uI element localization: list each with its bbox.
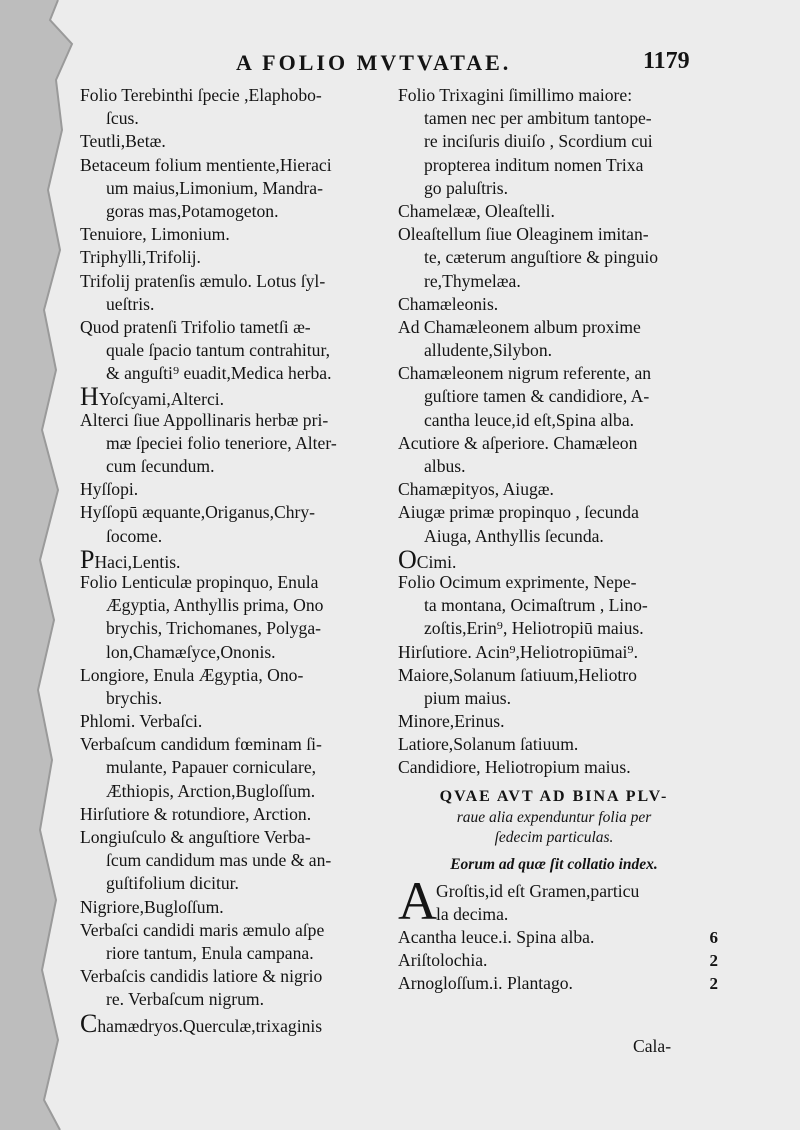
right-line: Chamelææ, Oleaſtelli.	[398, 200, 555, 221]
initial-letter: H	[80, 382, 99, 412]
initial-letter: C	[80, 1008, 98, 1038]
index-entry-text: Ariſtolochia.	[398, 949, 488, 970]
index-entry-text: Arnogloſſum.i. Plantago.	[398, 973, 573, 993]
right-line: albus.	[424, 456, 466, 476]
left-line: Teutli,Betæ.	[80, 131, 166, 152]
right-line: Minore,Erinus.	[398, 711, 505, 732]
line-text: hamædryos.Querculæ,trixaginis	[97, 1015, 323, 1036]
line-text: Yoſcyami,Alterci.	[98, 389, 225, 410]
page-number: 1179	[643, 48, 690, 74]
index-entry-number: 6	[709, 927, 718, 947]
left-line: cum ſecundum.	[106, 456, 215, 476]
right-line: Folio Ocimum exprimente, Nepe-	[398, 571, 637, 592]
right-line: Aiugæ primæ propinquo , ſecunda	[398, 502, 639, 523]
drop-line-1: Groſtis,id eſt Gramen,particu	[436, 880, 640, 901]
left-line: Folio Terebinthi ſpecie ,Elaphobo-	[80, 85, 322, 105]
line-text: Cimi.	[416, 551, 457, 572]
left-line: lon,Chamæſyce,Ononis.	[106, 641, 276, 662]
left-line: quale ſpacio tantum contrahitur,	[106, 340, 331, 361]
index-entry	[398, 949, 718, 972]
right-line: alludente,Silybon.	[424, 340, 553, 361]
right-column-entries	[398, 84, 710, 780]
section-heading: QVAE AVT AD BINA PLV-	[439, 787, 669, 805]
right-line: Latiore,Solanum ſatiuum.	[398, 734, 579, 755]
right-line: re inciſuris diuiſo , Scordium cui	[424, 131, 653, 152]
right-line: go paluſtris.	[424, 177, 509, 198]
right-line	[398, 544, 710, 574]
left-line: Longiuſculo & anguſtiore Verba-	[80, 827, 311, 847]
right-line: Candidiore, Heliotropium maius.	[398, 757, 631, 778]
index-entry	[398, 972, 718, 995]
left-line: Ægyptia, Anthyllis prima, Ono	[106, 595, 324, 616]
right-line: Ad Chamæleonem album proxime	[398, 316, 641, 337]
left-line: & anguſti⁹ euadit,Medica herba.	[106, 363, 332, 384]
right-line: ta montana, Ocimaſtrum , Lino-	[424, 595, 648, 616]
left-line: Æthiopis, Arction,Bugloſſum.	[106, 780, 316, 801]
right-line: guſtiore tamen & candidiore, A-	[424, 386, 650, 407]
right-line: zoſtis,Erin⁹, Heliotropiū maius.	[424, 618, 644, 639]
right-line: tamen nec per ambitum tantope-	[424, 108, 652, 129]
right-line: Chamæleonis.	[398, 293, 499, 314]
left-line: Longiore, Enula Ægyptia, Ono-	[80, 664, 304, 685]
right-line: Acutiore & aſperiore. Chamæleon	[398, 432, 638, 453]
left-line: guſtifolium dicitur.	[106, 873, 239, 894]
index-entry	[398, 926, 718, 949]
torn-left-edge	[0, 0, 90, 1130]
right-line: Maiore,Solanum ſatiuum,Heliotro	[398, 664, 637, 685]
left-line: Hyſſopi.	[80, 479, 139, 500]
left-line: ſcum candidum mas unde & an-	[106, 850, 332, 871]
section-subline-1: raue alia expenduntur folia per	[456, 808, 652, 826]
right-line: te, cæterum anguſtiore & pinguio	[424, 247, 659, 268]
drop-line-2: la decima.	[436, 903, 509, 924]
left-line: ueſtris.	[106, 293, 155, 314]
left-line: mulante, Papauer corniculare,	[106, 757, 317, 778]
index-first-entry	[398, 870, 710, 931]
left-line: goras mas,Potamogeton.	[106, 200, 279, 221]
index-entry-number: 2	[709, 950, 718, 970]
left-line: um maius,Limonium, Mandra-	[106, 177, 323, 198]
right-line: Aiuga, Anthyllis ſecunda.	[424, 525, 604, 546]
left-line: Tenuiore, Limonium.	[80, 224, 230, 245]
left-line: Folio Lenticulæ propinquo, Enula	[80, 571, 319, 592]
right-line: Chamæleonem nigrum referente, an	[398, 363, 652, 384]
left-line: Trifolij pratenſis æmulo. Lotus ſyl-	[80, 270, 326, 291]
left-line: Quod pratenſi Trifolio tametſi æ-	[80, 316, 311, 337]
left-line: Verbaſcum candidum fœminam ſi-	[80, 734, 322, 755]
index-entry-text: Acantha leuce.i. Spina alba.	[398, 926, 595, 947]
right-line: propterea inditum nomen Trixa	[424, 154, 644, 175]
left-column	[80, 84, 392, 1038]
left-line: ſcus.	[106, 108, 139, 129]
index-list	[398, 926, 718, 996]
right-line: Hirſutiore. Acin⁹,Heliotropiūmai⁹.	[398, 641, 638, 662]
initial-letter: P	[80, 544, 95, 574]
left-line: Betaceum folium mentiente,Hieraci	[80, 154, 332, 175]
left-line: Alterci ſiue Appollinaris herbæ pri-	[80, 409, 329, 430]
left-line: mæ ſpeciei folio teneriore, Alter-	[106, 432, 337, 453]
right-column	[398, 84, 718, 995]
left-line: Hirſutiore & rotundiore, Arction.	[80, 803, 312, 824]
left-line	[80, 544, 392, 574]
right-line: re,Thymelæa.	[424, 270, 521, 291]
left-line: Verbaſcis candidis latiore & nigrio	[80, 966, 323, 987]
right-line: cantha leuce,id eſt,Spina alba.	[424, 409, 635, 430]
section-subline-2: ſedecim particulas.	[494, 828, 614, 846]
left-line: riore tantum, Enula campana.	[106, 942, 314, 963]
left-line: re. Verbaſcum nigrum.	[106, 989, 264, 1010]
index-title: Eorum ad quæ ſit collatio index.	[450, 855, 658, 873]
left-line: Triphylli,Trifolij.	[80, 247, 201, 268]
left-line: Phlomi. Verbaſci.	[80, 711, 203, 732]
right-line: pium maius.	[424, 687, 511, 708]
left-line: Verbaſci candidi maris æmulo aſpe	[80, 919, 325, 940]
left-line	[80, 382, 392, 412]
left-line: Nigriore,Bugloſſum.	[80, 896, 224, 917]
left-line: Hyſſopū æquante,Origanus,Chry-	[80, 502, 316, 523]
initial-letter: O	[398, 544, 417, 574]
left-line	[80, 1008, 392, 1038]
right-line: Oleaſtellum ſiue Oleaginem imitan-	[398, 224, 649, 245]
right-line: Folio Trixagini ſimillimo maiore:	[398, 85, 633, 105]
left-line: brychis.	[106, 687, 163, 708]
right-line: Chamæpityos, Aiugæ.	[398, 479, 554, 500]
line-text: Haci,Lentis.	[94, 551, 181, 572]
catchword: Cala-	[633, 1036, 672, 1056]
left-line: brychis, Trichomanes, Polyga-	[106, 618, 322, 639]
left-line: ſocome.	[106, 525, 163, 546]
index-entry-number: 2	[709, 974, 718, 993]
drop-cap: A	[398, 870, 437, 931]
running-head: A FOLIO MVTVATAE.	[236, 50, 512, 75]
